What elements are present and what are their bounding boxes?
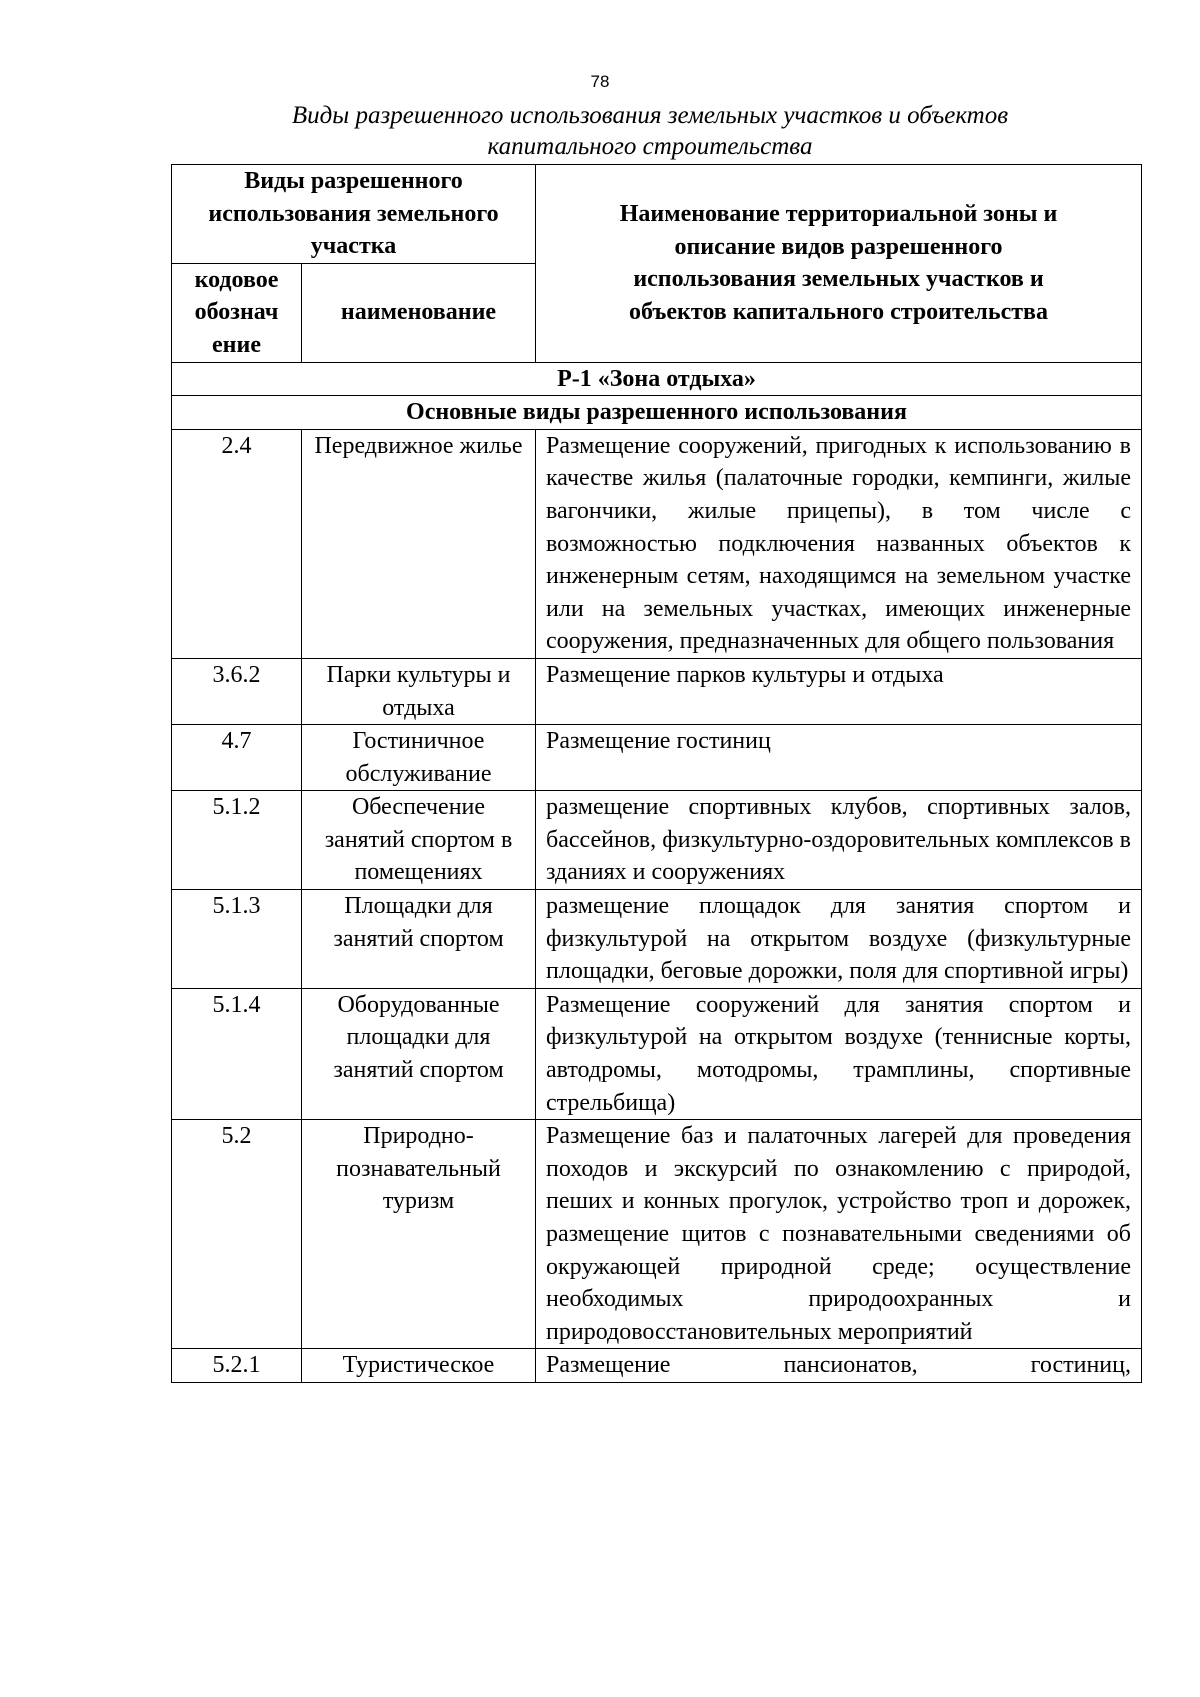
row-description: Размещение пансионатов, гостиниц, [536, 1349, 1142, 1383]
header-description-cell [536, 165, 1142, 363]
section-title-row [172, 396, 1142, 430]
row-description: Размещение сооружений для занятия спортом и физкультурой на открытом воздухе (теннисные корты, автодромы, мотодромы, трамплины, спортивные стрельбища) [536, 988, 1142, 1119]
table-row [172, 1120, 1142, 1349]
row-code: 4.7 [172, 725, 302, 791]
page-number: 78 [590, 72, 610, 91]
section-title: Основные виды разрешенного использования [172, 396, 1142, 430]
table-row [172, 429, 1142, 658]
row-code: 2.4 [172, 429, 302, 658]
table-row [172, 1349, 1142, 1383]
header-group-label: использования земельного [208, 200, 499, 227]
header-code-label: кодовое [194, 266, 279, 293]
row-description: Размещение сооружений, пригодных к использованию в качестве жилья (палаточные городки, кемпинги, жилые вагончики, жилые прицепы), в том числе с возможностью подключения названных объектов к инженерным сетям, находящимся на земельном участке или на земельных участках, имеющих инженерные сооружения, предназначенных для общего пользования [536, 429, 1142, 658]
header-code-cell [172, 263, 302, 362]
row-description: размещение спортивных клубов, спортивных залов, бассейнов, физкультурно-оздоровительных комплексов в зданиях и сооружениях [536, 791, 1142, 890]
row-name: Природно-познавательный туризм [302, 1120, 536, 1349]
header-description-label: использования земельных участков и [633, 266, 1044, 293]
header-description-label: Наименование территориальной зоны и [619, 201, 1058, 228]
header-description-label: описание видов разрешенного [674, 233, 1003, 260]
row-name: Туристическое [302, 1349, 536, 1383]
header-code-label: ение [212, 331, 261, 358]
row-name: Оборудованные площадки для занятий спортом [302, 988, 536, 1119]
table-row [172, 791, 1142, 890]
land-use-table [171, 164, 1142, 1383]
table-row [172, 988, 1142, 1119]
document-title-line-2: капитального строительства [487, 133, 813, 160]
row-description: Размещение гостиниц [536, 725, 1142, 791]
header-group-label: Виды разрешенного [244, 168, 463, 194]
header-row-1 [172, 165, 1142, 264]
document-title-line-1: Виды разрешенного использования земельных участков и объектов [291, 102, 1009, 129]
row-name: Парки культуры и отдыха [302, 658, 536, 724]
row-code: 5.1.4 [172, 988, 302, 1119]
zone-title-row [172, 362, 1142, 396]
document-title [200, 100, 1100, 162]
row-name: Гостиничное обслуживание [302, 725, 536, 791]
header-name-cell: наименование [302, 263, 536, 362]
row-code: 3.6.2 [172, 658, 302, 724]
table-row [172, 725, 1142, 791]
header-code-label: обознач [194, 299, 279, 326]
row-description: размещение площадок для занятия спортом и физкультурой на открытом воздухе (физкультурные площадки, беговые дорожки, поля для спортивной игры) [536, 890, 1142, 989]
header-description-label: объектов капитального строительства [628, 298, 1048, 325]
zone-title: Р-1 «Зона отдыха» [172, 362, 1142, 396]
row-code: 5.2.1 [172, 1349, 302, 1383]
row-code: 5.1.2 [172, 791, 302, 890]
row-description: Размещение баз и палаточных лагерей для проведения походов и экскурсий по ознакомлению с природой, пеших и конных прогулок, устройство троп и дорожек, размещение щитов с познавательными сведениями об окружающей природной среде; осуществление необходимых природоохранных и природовосстановительных мероприятий [536, 1120, 1142, 1349]
table-row [172, 658, 1142, 724]
row-name: Обеспечение занятий спортом в помещениях [302, 791, 536, 890]
header-group-label: участка [310, 233, 397, 260]
row-name: Передвижное жилье [302, 429, 536, 658]
header-group-cell [172, 165, 536, 264]
row-code: 5.2 [172, 1120, 302, 1349]
row-code: 5.1.3 [172, 890, 302, 989]
row-name: Площадки для занятий спортом [302, 890, 536, 989]
table-row [172, 890, 1142, 989]
row-description: Размещение парков культуры и отдыха [536, 658, 1142, 724]
